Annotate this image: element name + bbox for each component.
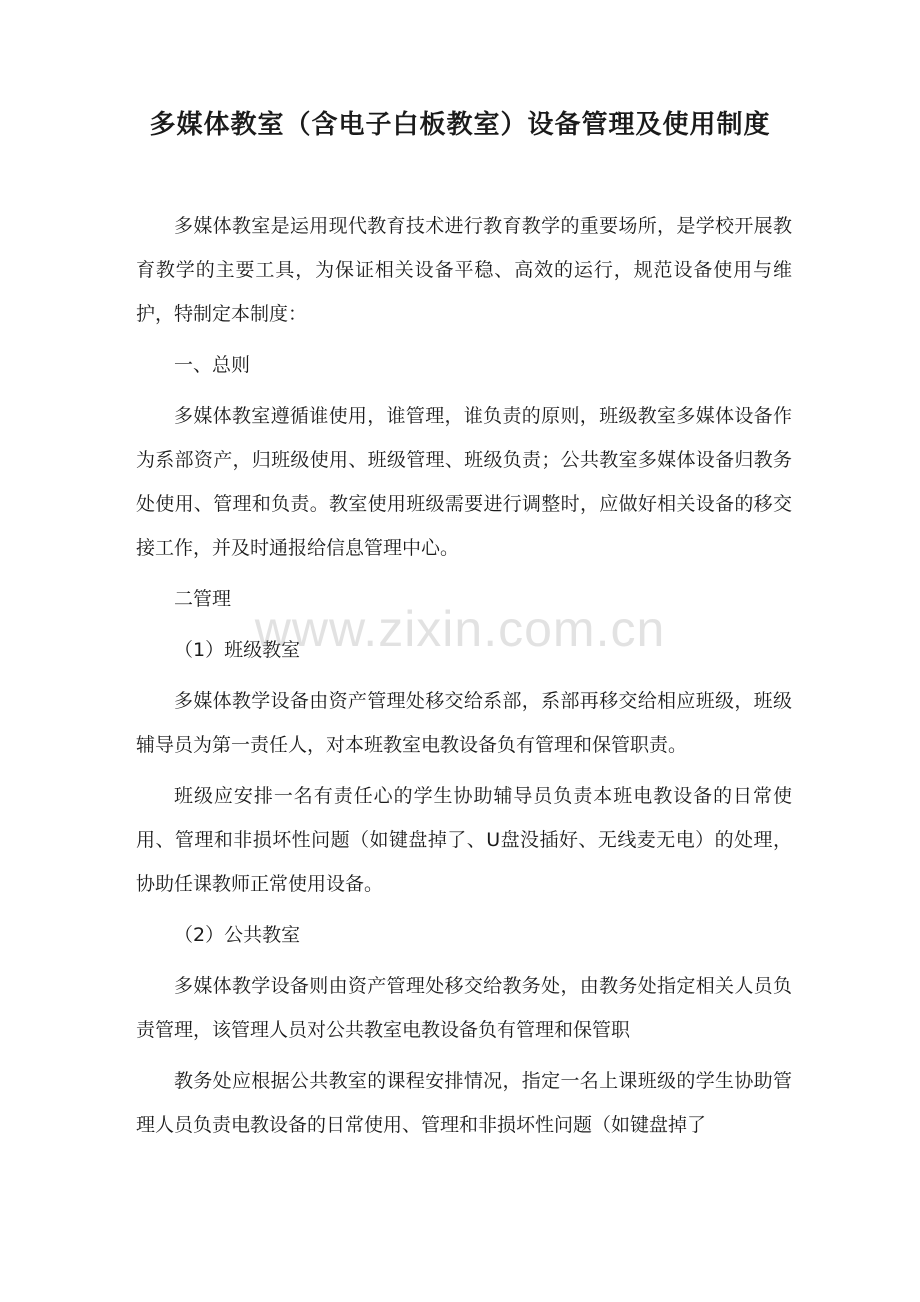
intro-paragraph: 多媒体教室是运用现代教育技术进行教育教学的重要场所，是学校开展教育教学的主要工具，为保证相关设备平稳、高效的运行，规范设备使用与维护，特制定本制度： [136,215,792,325]
subsection-heading-class: （1）班级教室 [174,639,301,661]
public-paragraph-2: 教务处应根据公共教室的课程安排情况，指定一名上课班级的学生协助管理人员负责电教设备的日常使用、管理和非损坏性问题（如键盘掉了 [136,1070,792,1136]
document-title: 多媒体教室（含电子白板教室）设备管理及使用制度 [149,110,771,140]
subsection-heading-public: （2）公共教室 [174,924,301,946]
class-paragraph-1: 多媒体教学设备由资产管理处移交给系部，系部再移交给相应班级，班级辅导员为第一责任人，对本班教室电教设备负有管理和保管职责。 [136,690,792,756]
section-heading-management: 二管理 [174,588,232,610]
watermark-text: www.zixin.com.cn [254,601,666,657]
public-paragraph-1: 多媒体教学设备则由资产管理处移交给教务处，由教务处指定相关人员负责管理，该管理人员对公共教室电教设备负有管理和保管职 [136,975,792,1041]
class-paragraph-2: 班级应安排一名有责任心的学生协助辅导员负责本班电教设备的日常使用、管理和非损坏性问题（如键盘掉了、U盘没插好、无线麦无电）的处理，协助任课教师正常使用设备。 [136,785,792,895]
section-heading-general: 一、总则 [174,354,251,376]
general-paragraph: 多媒体教室遵循谁使用，谁管理，谁负责的原则，班级教室多媒体设备作为系部资产，归班级使用、班级管理、班级负责；公共教室多媒体设备归教务处使用、管理和负责。教室使用班级需要进行调整时，应做好相关设备的移交接工作，并及时通报给信息管理中心。 [136,405,792,559]
document-body [136,204,792,1154]
